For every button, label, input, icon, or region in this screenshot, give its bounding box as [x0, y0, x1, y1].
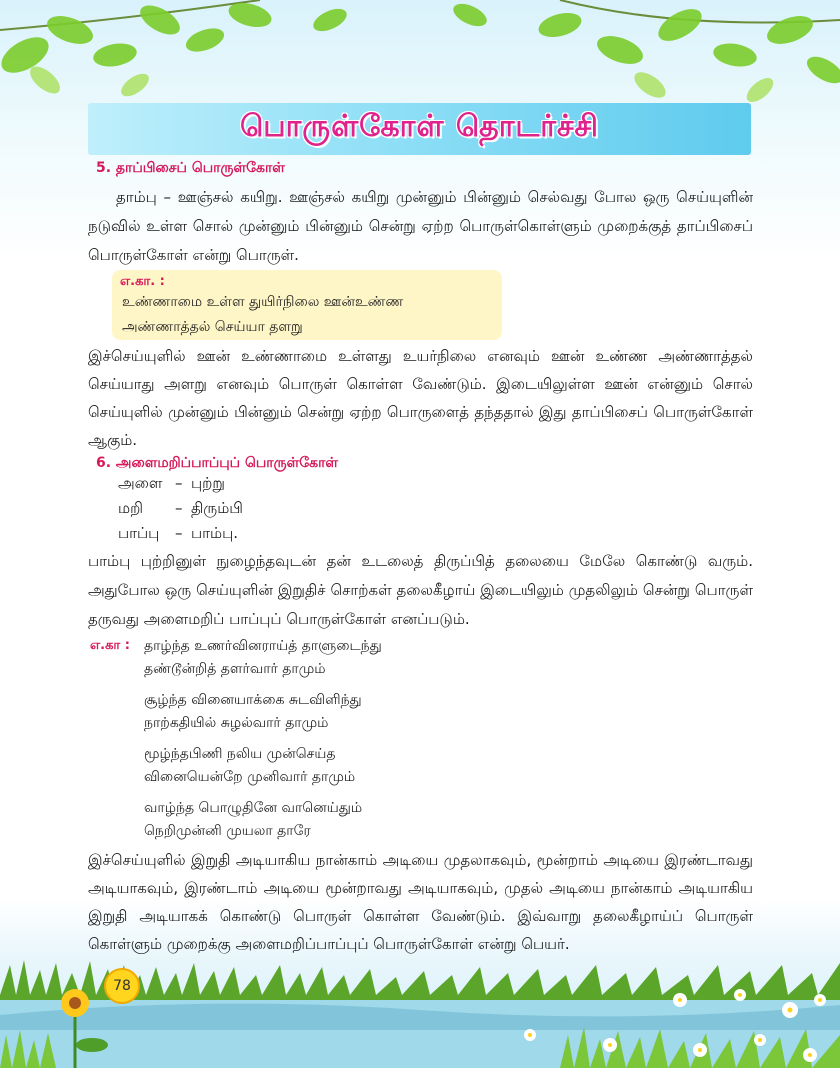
section-5-heading: 5. தாப்பிசைப் பொருள்கோள் [96, 160, 285, 176]
section-6-explanation: இச்செய்யுளில் இறுதி அடியாகிய நான்காம் அடியை முதலாகவும், மூன்றாம் அடியை இரண்டாவது அடியாகவும், இரண்டாம் அடியை மூன்றாவது அடியாகவும், முதல் அடியை நான்காம் அடியாகிய இறுதி அடியாகக் கொண்டு பொருள் கொள்ள வேண்டும். இவ்வாறு தலைகீழாய்ப் பொருள் கொள்ளும் முறைக்கு அளைமறிப்பாப்புப் பொருள்கோள் என்று பெயர். [88, 851, 753, 953]
section-5-definition: தாம்பு – ஊஞ்சல் கயிறு. ஊஞ்சல் கயிறு முன்னும் பின்னும் செல்வது போல ஒரு செய்யுளின் நடுவில் உள்ள சொல் முன்னும் பின்னும் சென்று ஏற்ற பொருள்கொள்ளும் முறைக்குத் தாப்பிசைப் பொருள்கோள் என்று பொருள். [88, 188, 753, 264]
page-title: பொருள்கோள் தொடர்ச்சி [239, 109, 600, 144]
section-5-explanation: இச்செய்யுளில் ஊன் உண்ணாமை உள்ளது உயர்நிலை எனவும் ஊன் உண்ண அண்ணாத்தல் செய்யாது அளறு எனவும் பொருள் கொள்ள வேண்டும். இடையிலுள்ள ஊன் என்னும் சொல் செய்யுளில் முன்னும் பின்னும் சென்று ஏற்ற பொருளைத் தந்ததால் இது தாப்பிசைப் பொருள்கோள் ஆகும். [88, 347, 753, 449]
term-dash: – [175, 474, 183, 492]
page-number: 78 [104, 968, 140, 1004]
example-line-2: அண்ணாத்தல் செய்யா தளறு [122, 319, 303, 335]
verse-line-2: தண்டூன்றித் தளர்வார் தாமும் [144, 661, 326, 677]
term-word: பாப்பு [118, 524, 160, 542]
term-meaning: புற்று [191, 474, 225, 492]
verse-line-5: மூழ்ந்தபிணி நலிய முன்செய்த [144, 746, 336, 762]
term-word: அளை [118, 474, 163, 492]
term-dash: – [175, 524, 183, 542]
term-meaning: பாம்பு. [191, 524, 238, 542]
term-meaning: திரும்பி [191, 499, 243, 517]
section-6-heading: 6. அளைமறிப்பாப்புப் பொருள்கோள் [96, 455, 339, 471]
term-dash: – [175, 499, 183, 517]
title-banner [88, 103, 751, 155]
verse-line-8: நெறிமுன்னி முயலா தாரே [144, 823, 311, 839]
verse-line-6: வினையென்றே முனிவார் தாமும் [144, 769, 356, 785]
verse-line-4: நாற்கதியில் சுழல்வார் தாமும் [144, 715, 329, 731]
verse-line-3: சூழ்ந்த வினையாக்கை சுடவிளிந்து [144, 692, 362, 708]
example-label: எ.கா : [90, 638, 130, 653]
example-line-1: உண்ணாமை உள்ள துயிர்நிலை ஊன்உண்ண [122, 294, 404, 310]
example-label: எ.கா. : [120, 274, 165, 289]
leaves-decoration [0, 0, 840, 110]
verse-line-1: தாழ்ந்த உணர்வினராய்த் தாளுடைந்து [144, 638, 382, 654]
verse-line-7: வாழ்ந்த பொழுதினே வானெய்தும் [144, 800, 363, 816]
section-6-definition: பாம்பு புற்றினுள் நுழைந்தவுடன் தன் உடலைத் திருப்பித் தலையை மேலே கொண்டு வரும். அதுபோல ஒரு செய்யுளின் இறுதிச் சொற்கள் தலைகீழாய் இடையிலும் முதலிலும் சென்று பொருள் தருவது அளைமறிப் பாப்புப் பொருள்கோள் எனப்படும். [88, 552, 753, 628]
term-word: மறி [118, 499, 143, 517]
example-box [112, 270, 502, 340]
